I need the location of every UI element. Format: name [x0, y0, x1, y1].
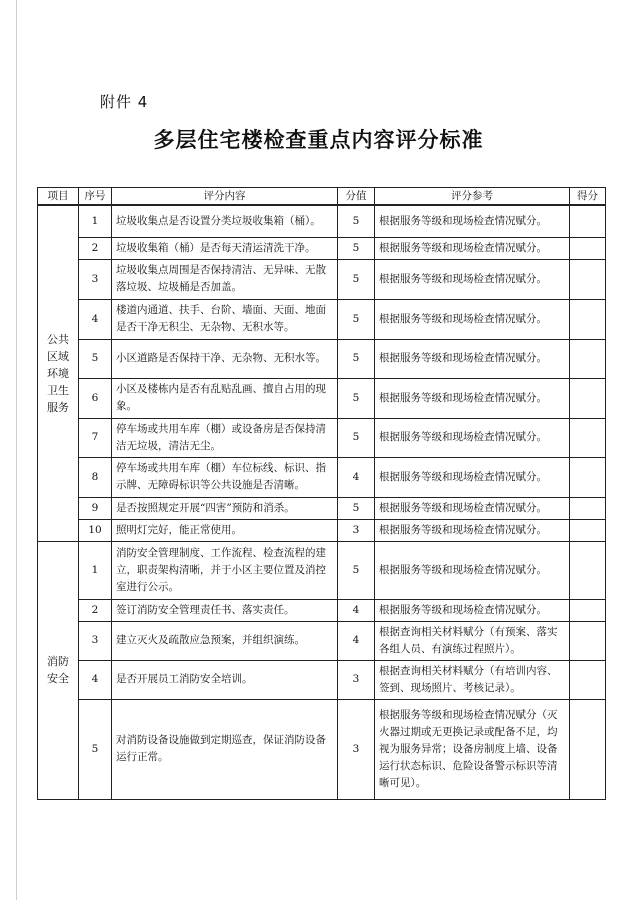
row-number: 2	[79, 237, 112, 259]
category-line: 环境	[47, 366, 69, 380]
category-cell	[38, 541, 79, 799]
row-points[interactable]	[570, 259, 606, 299]
table-row	[38, 457, 606, 497]
row-content: 垃圾收集箱（桶）是否每天清运清洗干净。	[112, 237, 338, 259]
row-points[interactable]	[570, 519, 606, 541]
table-row	[38, 299, 606, 339]
row-points[interactable]	[570, 660, 606, 699]
table-row	[38, 541, 606, 599]
row-score: 5	[338, 497, 375, 519]
table-row	[38, 259, 606, 299]
row-reference: 根据服务等级和现场检查情况赋分。	[375, 599, 570, 621]
row-points[interactable]	[570, 541, 606, 599]
table-row	[38, 497, 606, 519]
table-row	[38, 378, 606, 418]
row-content: 是否开展员工消防安全培训。	[112, 660, 338, 699]
row-score: 5	[338, 237, 375, 259]
row-points[interactable]	[570, 339, 606, 378]
table-row	[38, 237, 606, 259]
row-score: 4	[338, 457, 375, 497]
row-content: 垃圾收集点是否设置分类垃圾收集箱（桶）。	[112, 205, 338, 237]
table-row	[38, 699, 606, 799]
row-number: 5	[79, 339, 112, 378]
table-header-row	[38, 188, 606, 206]
row-reference: 根据服务等级和现场检查情况赋分。	[375, 497, 570, 519]
row-content: 照明灯完好，能正常使用。	[112, 519, 338, 541]
row-number: 2	[79, 599, 112, 621]
row-reference: 根据服务等级和现场检查情况赋分。	[375, 541, 570, 599]
row-number: 1	[79, 541, 112, 599]
column-header-reference: 评分参考	[375, 188, 570, 206]
table-row	[38, 339, 606, 378]
table-row	[38, 660, 606, 699]
row-reference: 根据服务等级和现场检查情况赋分。	[375, 205, 570, 237]
row-points[interactable]	[570, 299, 606, 339]
row-reference: 根据查询相关材料赋分（有预案、落实各组人员、有演练过程照片）。	[375, 621, 570, 660]
row-content: 楼道内通道、扶手、台阶、墙面、天面、地面是否干净无积尘、无杂物、无积水等。	[112, 299, 338, 339]
row-reference: 根据服务等级和现场检查情况赋分。	[375, 299, 570, 339]
row-score: 5	[338, 205, 375, 237]
row-content: 消防安全管理制度、工作流程、检查流程的建立，职责架构清晰，并于小区主要位置及消控室进行公示。	[112, 541, 338, 599]
row-content: 停车场或共用车库（棚）车位标线、标识、指示牌、无障碍标识等公共设施是否清晰。	[112, 457, 338, 497]
row-score: 5	[338, 541, 375, 599]
row-number: 7	[79, 418, 112, 457]
row-reference: 根据服务等级和现场检查情况赋分。	[375, 259, 570, 299]
page-title: 多层住宅楼检查重点内容评分标准	[153, 128, 484, 152]
row-reference: 根据服务等级和现场检查情况赋分。	[375, 237, 570, 259]
category-line: 消防	[47, 655, 69, 668]
category-line: 服务	[47, 400, 69, 414]
row-score: 4	[338, 599, 375, 621]
row-content: 建立灭火及疏散应急预案，并组织演练。	[112, 621, 338, 660]
table-row	[38, 519, 606, 541]
row-number: 5	[79, 699, 112, 799]
row-content: 小区及楼栋内是否有乱贴乱画、擅自占用的现象。	[112, 378, 338, 418]
scoring-table	[37, 187, 606, 800]
row-points[interactable]	[570, 497, 606, 519]
row-points[interactable]	[570, 237, 606, 259]
row-reference: 根据服务等级和现场检查情况赋分（灭火器过期或无更换记录或配备不足，均视为服务异常；设备房制度上墙、设备运行状态标识、危险设备警示标识等清晰可见）。	[375, 699, 570, 799]
table-row	[38, 599, 606, 621]
attachment-label: 附件 4	[100, 93, 149, 111]
row-content: 停车场或共用车库（棚）或设备房是否保持清洁无垃圾，清洁无尘。	[112, 418, 338, 457]
row-score: 5	[338, 378, 375, 418]
category-line: 卫生	[47, 383, 69, 397]
row-points[interactable]	[570, 699, 606, 799]
row-number: 4	[79, 660, 112, 699]
row-content: 签订消防安全管理责任书、落实责任。	[112, 599, 338, 621]
column-header-points: 得分	[570, 188, 606, 206]
row-points[interactable]	[570, 378, 606, 418]
table-row	[38, 418, 606, 457]
column-header-number: 序号	[79, 188, 112, 206]
row-number: 3	[79, 621, 112, 660]
row-points[interactable]	[570, 418, 606, 457]
row-score: 3	[338, 660, 375, 699]
row-points[interactable]	[570, 457, 606, 497]
row-score: 5	[338, 259, 375, 299]
row-reference: 根据服务等级和现场检查情况赋分。	[375, 519, 570, 541]
column-header-score: 分值	[338, 188, 375, 206]
row-content: 对消防设备设施做到定期巡查，保证消防设备运行正常。	[112, 699, 338, 799]
row-number: 6	[79, 378, 112, 418]
row-score: 5	[338, 299, 375, 339]
row-score: 3	[338, 699, 375, 799]
row-points[interactable]	[570, 599, 606, 621]
category-line: 公共	[47, 332, 69, 346]
row-content: 小区道路是否保持干净、无杂物、无积水等。	[112, 339, 338, 378]
category-line: 安全	[47, 672, 69, 685]
row-reference: 根据服务等级和现场检查情况赋分。	[375, 457, 570, 497]
row-content: 垃圾收集点周围是否保持清洁、无异味、无散落垃圾、垃圾桶是否加盖。	[112, 259, 338, 299]
row-number: 1	[79, 205, 112, 237]
row-score: 3	[338, 519, 375, 541]
row-reference: 根据服务等级和现场检查情况赋分。	[375, 418, 570, 457]
row-number: 8	[79, 457, 112, 497]
row-score: 4	[338, 621, 375, 660]
column-header-content: 评分内容	[112, 188, 338, 206]
row-points[interactable]	[570, 205, 606, 237]
row-number: 9	[79, 497, 112, 519]
row-content: 是否按照规定开展“四害”预防和消杀。	[112, 497, 338, 519]
column-header-category: 项目	[38, 188, 79, 206]
row-number: 3	[79, 259, 112, 299]
row-points[interactable]	[570, 621, 606, 660]
row-reference: 根据服务等级和现场检查情况赋分。	[375, 378, 570, 418]
row-reference: 根据服务等级和现场检查情况赋分。	[375, 339, 570, 378]
table-row	[38, 205, 606, 237]
table-body	[38, 205, 606, 799]
category-line: 区域	[47, 349, 69, 363]
table-row	[38, 621, 606, 660]
row-score: 5	[338, 339, 375, 378]
row-reference: 根据查询相关材料赋分（有培训内容、签到、现场照片、考核记录）。	[375, 660, 570, 699]
category-cell	[38, 205, 79, 541]
row-score: 5	[338, 418, 375, 457]
row-number: 10	[79, 519, 112, 541]
row-number: 4	[79, 299, 112, 339]
